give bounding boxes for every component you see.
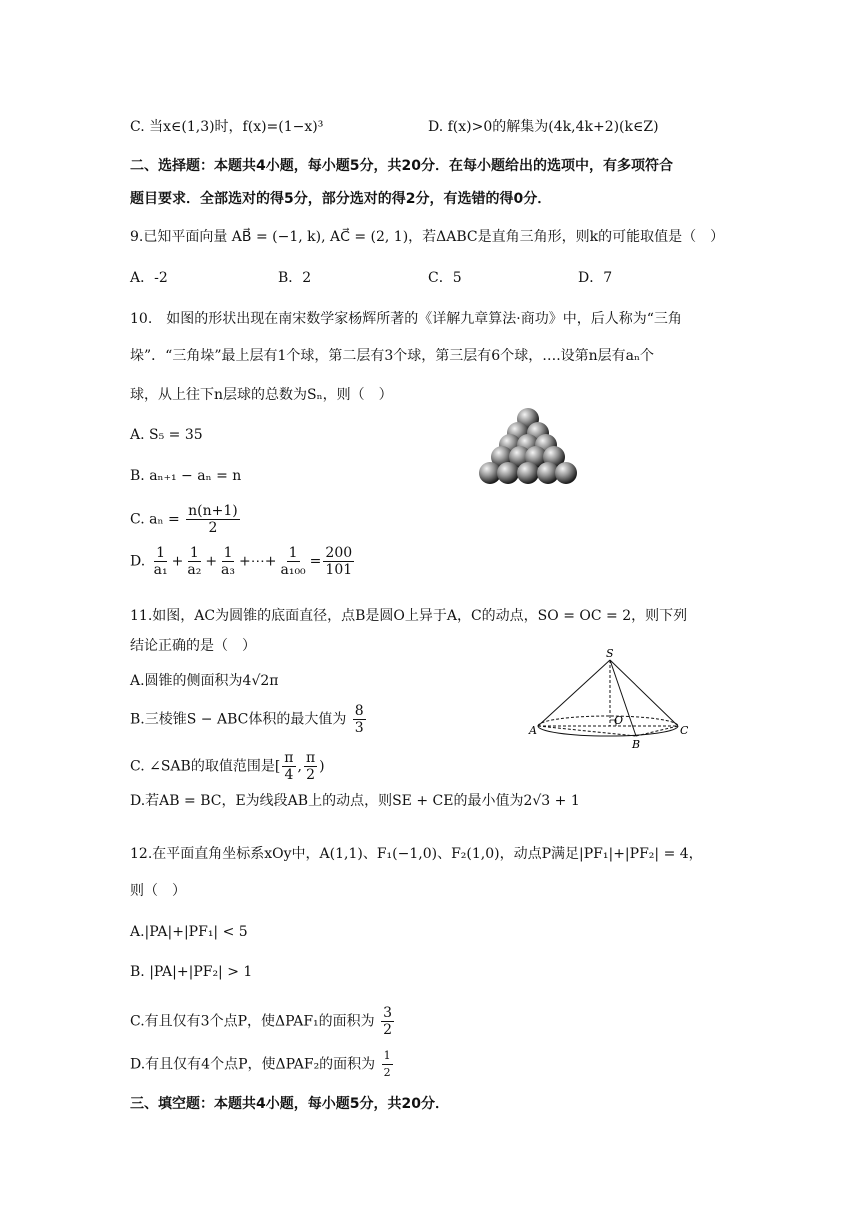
q9-stem: 9.已知平面向量 AB⃗ = (−1, k), AC⃗ = (2, 1)，若ΔABC是直角三角形，则k的可能取值是（ ）	[130, 229, 725, 245]
q10-option-c	[130, 503, 242, 536]
q12-stem-line1: 12.在平面直角坐标系xOy中，A(1,1)、F₁(−1,0)、F₂(1,0)，动点P满足|PF₁|+|PF₂| = 4，	[130, 846, 703, 862]
q9-option-a: A．-2	[130, 270, 168, 286]
pyramid-ball-4-2	[517, 462, 539, 484]
q11-stem-line1: 11.如图，AC为圆锥的底面直径，点B是圆O上异于A，C的动点，SO = OC = 2，则下列	[130, 608, 688, 624]
q10-option-a: A. S₅ = 35	[130, 427, 203, 443]
cone-label-s: S	[606, 648, 614, 660]
cone-label-c: C	[680, 724, 688, 737]
q8-option-d: D. f(x)>0的解集为(4k,4k+2)(k∈Z)	[428, 119, 659, 135]
q12-stem-line2: 则（ ）	[130, 883, 186, 899]
q12-option-d: D.有且仅有4个点P，使ΔPAF₂的面积为 $\frac{1}{2}$	[130, 1049, 391, 1079]
cone-label-a: A	[529, 724, 537, 737]
section2-heading-line1: 二、选择题：本题共4小题，每小题5分，共20分．在每小题给出的选项中，有多项符合	[130, 158, 673, 174]
q9-option-b: B．2	[278, 270, 312, 286]
q12-option-b: B. |PA|+|PF₂| > 1	[130, 964, 253, 980]
q12-option-c: C.有且仅有3个点P，使ΔPAF₁的面积为 $\frac{3}{2}$	[130, 1005, 393, 1038]
section2-heading-line2: 题目要求．全部选对的得5分，部分选对的得2分，有选错的得0分．	[130, 191, 552, 207]
q11-option-c: C. ∠SAB的取值范围是[ $\frac{\pi}{4}$ , $\frac{\pi}{2}$ )	[130, 750, 325, 783]
q8-option-c: C. 当x∈(1,3)时，f(x)=(1−x)³	[130, 119, 324, 135]
q11-option-a: A.圆锥的侧面积为4√2π	[130, 673, 279, 689]
q9-option-c: C．5	[428, 270, 462, 286]
pyramid-ball-4-4	[555, 462, 577, 484]
q10-stem-line1: 10. 如图的形状出现在南宋数学家杨辉所著的《详解九章算法·商功》中，后人称为“三角	[130, 311, 682, 327]
q10-option-b: B. aₙ₊₁ − aₙ = n	[130, 468, 242, 484]
cone-label-b: B	[632, 738, 641, 750]
q12-option-a: A.|PA|+|PF₁| < 5	[130, 924, 248, 940]
q10-option-c-prefix: C. aₙ =	[130, 511, 180, 528]
q10-option-c-fraction: $\frac{n(n+1)}{2}$	[188, 503, 238, 536]
q10-stem-line3: 球，从上往下n层球的总数为Sₙ，则（ ）	[130, 387, 393, 403]
q11-option-d: D.若AB = BC，E为线段AB上的动点，则SE + CE的最小值为2√3 + 1	[130, 793, 580, 809]
cone-figure	[528, 648, 688, 750]
q11-option-b: B.三棱锥S − ABC体积的最大值为 $\frac{8}{3}$	[130, 703, 364, 736]
ball-pyramid-figure	[478, 405, 578, 495]
q10-stem-line2: 垛”．“三角垛”最上层有1个球，第二层有3个球，第三层有6个球，….设第n层有aₙ个	[130, 348, 655, 364]
q9-option-d: D．7	[578, 270, 613, 286]
pyramid-ball-4-1	[497, 462, 519, 484]
cone-label-o: O	[614, 714, 624, 727]
q10-option-d: D. $\frac{1}{\text{a₁}}$ + $\frac{1}{\text{a₂}}$ + $\frac{1}{\text{a₃}}$ +⋯+ $\frac{1}{\text{a₁₀₀}}$ = $\frac{200}{101}$	[130, 545, 353, 578]
section3-heading: 三、填空题：本题共4小题，每小题5分，共20分．	[130, 1096, 449, 1112]
q11-stem-line2: 结论正确的是（ ）	[130, 638, 256, 654]
